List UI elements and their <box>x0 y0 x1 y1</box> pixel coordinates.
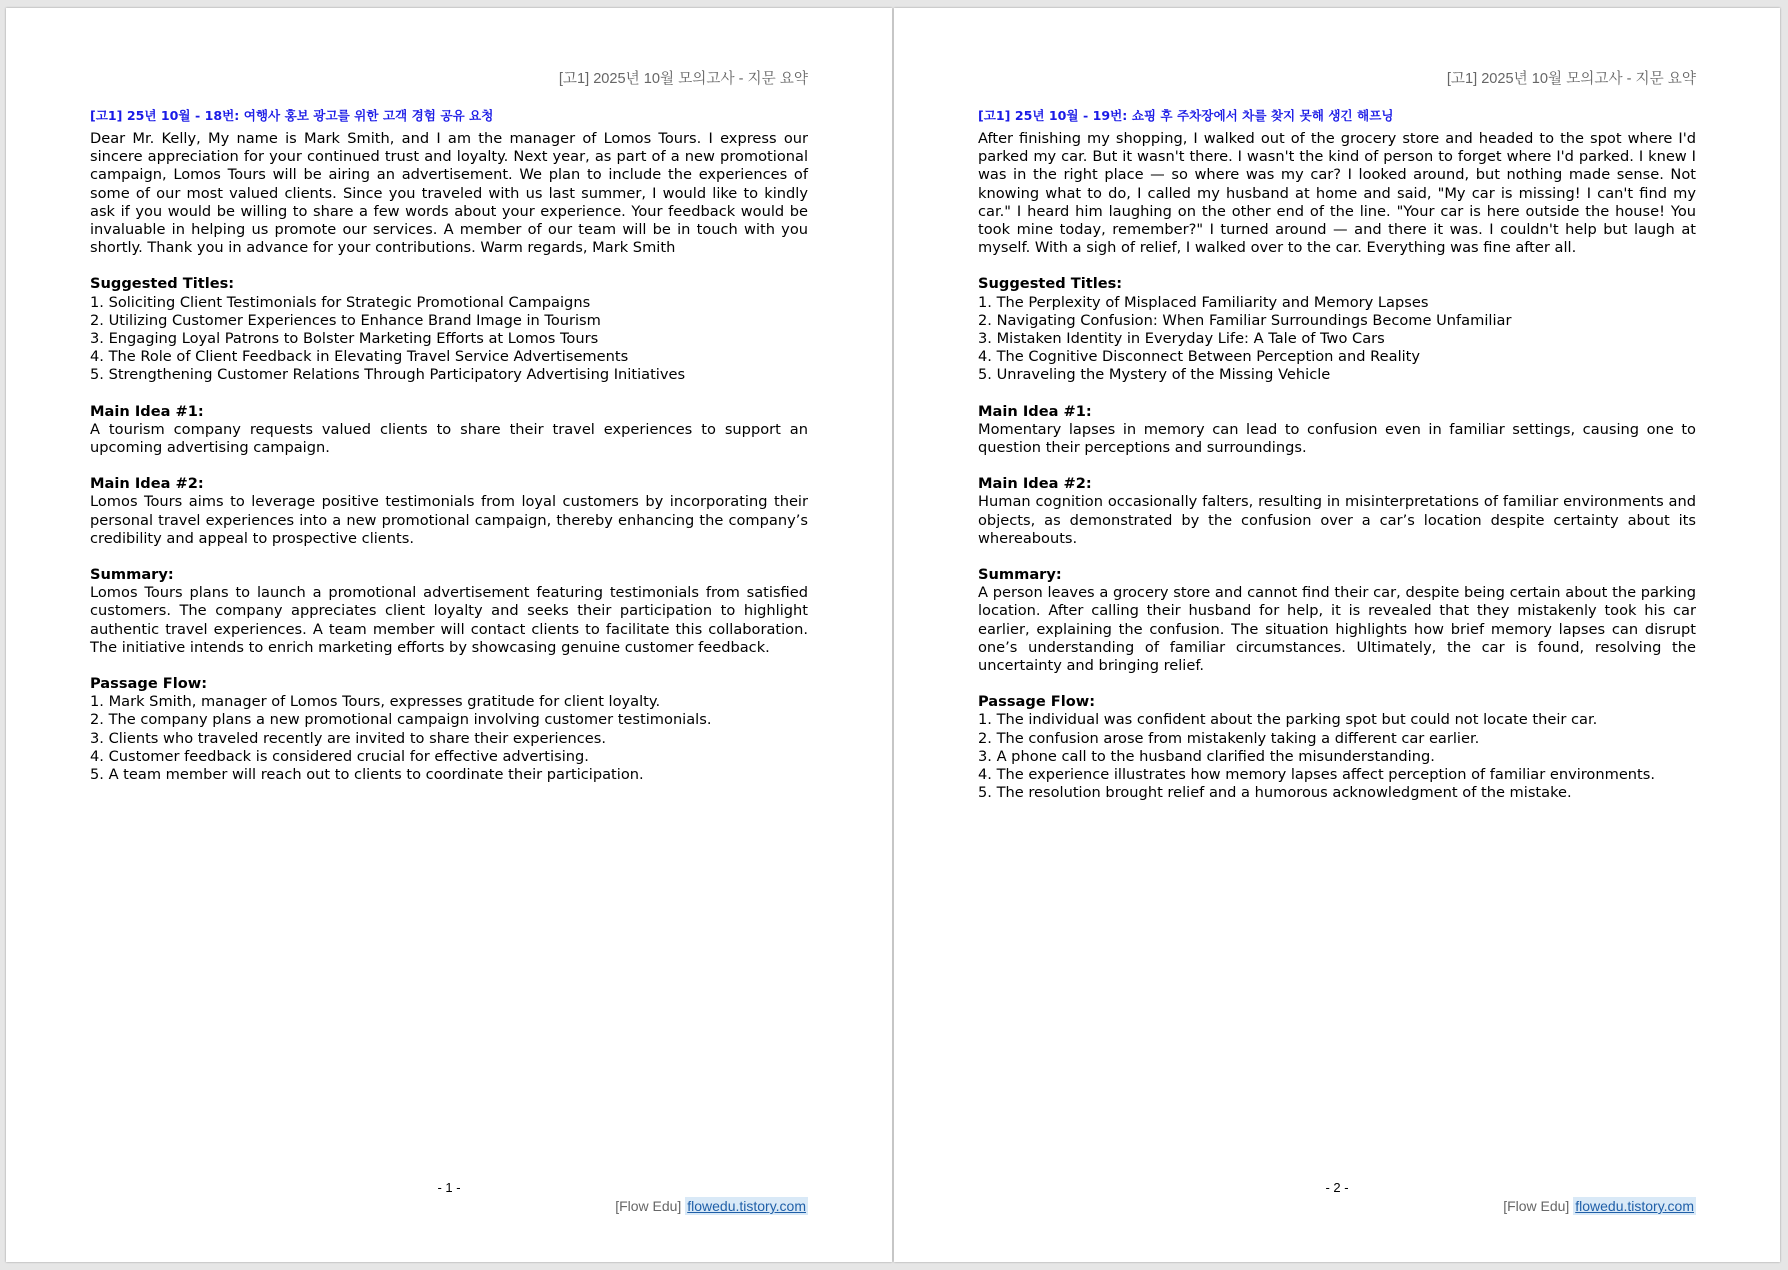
list-item: 2. Utilizing Customer Experiences to Enhance Brand Image in Tourism <box>90 311 601 329</box>
passage-flow-heading: Passage Flow: <box>90 675 208 693</box>
list-item: 1. The Perplexity of Misplaced Familiarity and Memory Lapses <box>978 293 1429 311</box>
footer-link[interactable]: flowedu.tistory.com <box>1575 1198 1694 1214</box>
page-number: - 2 - <box>1325 1180 1349 1195</box>
list-item: 5. Unraveling the Mystery of the Missing Vehicle <box>978 366 1331 384</box>
main-idea-2-text: Human cognition occasionally falters, resulting in misinterpretations of familiar environments and objects, as demonstrated by the confusion over a car’s location despite certainty about its whereabouts. <box>978 493 1696 547</box>
suggested-titles-list <box>90 294 808 385</box>
list-item: 4. Customer feedback is considered crucial for effective advertising. <box>90 747 589 765</box>
list-item: 4. The Role of Client Feedback in Elevating Travel Service Advertisements <box>90 348 629 366</box>
list-item: 1. The individual was confident about the parking spot but could not locate their car. <box>978 711 1598 729</box>
list-item: 4. The experience illustrates how memory lapses affect perception of familiar environments. <box>978 766 1656 784</box>
summary-heading: Summary: <box>978 566 1062 584</box>
footer-label: [Flow Edu] <box>615 1198 682 1214</box>
list-item: 3. Clients who traveled recently are invited to share their experiences. <box>90 729 606 747</box>
list-item: 4. The Cognitive Disconnect Between Perception and Reality <box>978 348 1421 366</box>
footer <box>615 1198 808 1214</box>
page-content <box>978 70 1696 821</box>
footer <box>1503 1198 1696 1214</box>
list-item: 2. Navigating Confusion: When Familiar Surroundings Become Unfamiliar <box>978 311 1512 329</box>
suggested-titles-heading: Suggested Titles: <box>90 275 235 293</box>
passage-text: Dear Mr. Kelly, My name is Mark Smith, and I am the manager of Lomos Tours. I express our sincere appreciation for your continued trust and loyalty. Next year, as part of a new promotional campaign, Lomos Tours will be airing an advertisement. We plan to include the experiences of some of our most valued clients. Since you traveled with us last summer, I would like to kindly ask if you would be willing to share a few words about your experience. Your feedback would be invaluable in helping us promote our services. A member of our team will be in touch with you shortly. Thank you in advance for your contributions. Warm regards, Mark Smith <box>90 130 808 257</box>
main-idea-1-heading: Main Idea #1: <box>90 402 204 420</box>
summary-heading: Summary: <box>90 566 174 584</box>
list-item: 5. A team member will reach out to clients to coordinate their participation. <box>90 766 644 784</box>
main-idea-2-heading: Main Idea #2: <box>90 475 204 493</box>
footer-link[interactable]: flowedu.tistory.com <box>687 1198 806 1214</box>
list-item: 3. Mistaken Identity in Everyday Life: A Tale of Two Cars <box>978 330 1385 348</box>
list-item: 5. The resolution brought relief and a humorous acknowledgment of the mistake. <box>978 784 1572 802</box>
main-idea-2-heading: Main Idea #2: <box>978 475 1092 493</box>
main-idea-2-text: Lomos Tours aims to leverage positive testimonials from loyal customers by incorporating their personal travel experiences into a new promotional campaign, thereby enhancing the company’s credibility and appeal to prospective clients. <box>90 493 808 547</box>
main-idea-1-text: A tourism company requests valued clients to share their travel experiences to support an upcoming advertising campaign. <box>90 420 808 457</box>
summary-text: Lomos Tours plans to launch a promotional advertisement featuring testimonials from satisfied customers. The company appreciates client loyalty and seeks their participation to highlight authentic travel experiences. A team member will contact clients to facilitate this collaboration. The initiative intends to enrich marketing efforts by showcasing genuine customer feedback. <box>90 584 808 656</box>
document-page-2 <box>894 8 1780 1262</box>
document-page-1 <box>6 8 892 1262</box>
main-idea-1-text: Momentary lapses in memory can lead to confusion even in familiar settings, causing one to question their perceptions and surroundings. <box>978 420 1696 457</box>
suggested-titles-heading: Suggested Titles: <box>978 275 1123 293</box>
page-content <box>90 70 808 802</box>
suggested-titles-list <box>978 294 1696 385</box>
list-item: 1. Soliciting Client Testimonials for Strategic Promotional Campaigns <box>90 293 591 311</box>
list-item: 2. The company plans a new promotional campaign involving customer testimonials. <box>90 711 712 729</box>
list-item: 3. Engaging Loyal Patrons to Bolster Marketing Efforts at Lomos Tours <box>90 330 599 348</box>
passage-text: After finishing my shopping, I walked out of the grocery store and headed to the spot where I'd parked my car. But it wasn't there. I wasn't the kind of person to forget where I'd parked. I knew I was in the right place — so where was my car? I looked around, but nothing made sense. Not knowing what to do, I called my husband at home and said, "My car is missing! I can't find my car." I heard him laughing on the other end of the line. "Your car is here outside the house! You took mine today, remember?" I turned around — and there it was. I couldn't help but laugh at myself. With a sigh of relief, I walked over to the car. Everything was fine after all. <box>978 130 1696 257</box>
header-title: [고1] 2025년 10월 모의고사 - 지문 요약 <box>558 71 808 87</box>
passage-title: [고1] 25년 10월 - 18번: 여행사 홍보 광고를 위한 고객 경험 공유 요청 <box>90 108 494 123</box>
passage-title: [고1] 25년 10월 - 19번: 쇼핑 후 주차장에서 차를 찾지 못해 생긴 해프닝 <box>978 108 1394 123</box>
list-item: 3. A phone call to the husband clarified the misunderstanding. <box>978 747 1435 765</box>
footer-label: [Flow Edu] <box>1503 1198 1570 1214</box>
passage-flow-list <box>978 711 1696 802</box>
passage-flow-list <box>90 693 808 784</box>
list-item: 5. Strengthening Customer Relations Through Participatory Advertising Initiatives <box>90 366 686 384</box>
list-item: 2. The confusion arose from mistakenly taking a different car earlier. <box>978 729 1480 747</box>
passage-flow-heading: Passage Flow: <box>978 693 1096 711</box>
summary-text: A person leaves a grocery store and cannot find their car, despite being certain about the parking location. After calling their husband for help, it is revealed that they mistakenly took his car earlier, explaining the confusion. The situation highlights how brief memory lapses can disrupt one’s understanding of familiar circumstances. Ultimately, the car is found, resolving the uncertainty and bringing relief. <box>978 584 1696 675</box>
page-number: - 1 - <box>437 1180 461 1195</box>
list-item: 1. Mark Smith, manager of Lomos Tours, expresses gratitude for client loyalty. <box>90 693 661 711</box>
header-title: [고1] 2025년 10월 모의고사 - 지문 요약 <box>1446 71 1696 87</box>
main-idea-1-heading: Main Idea #1: <box>978 402 1092 420</box>
